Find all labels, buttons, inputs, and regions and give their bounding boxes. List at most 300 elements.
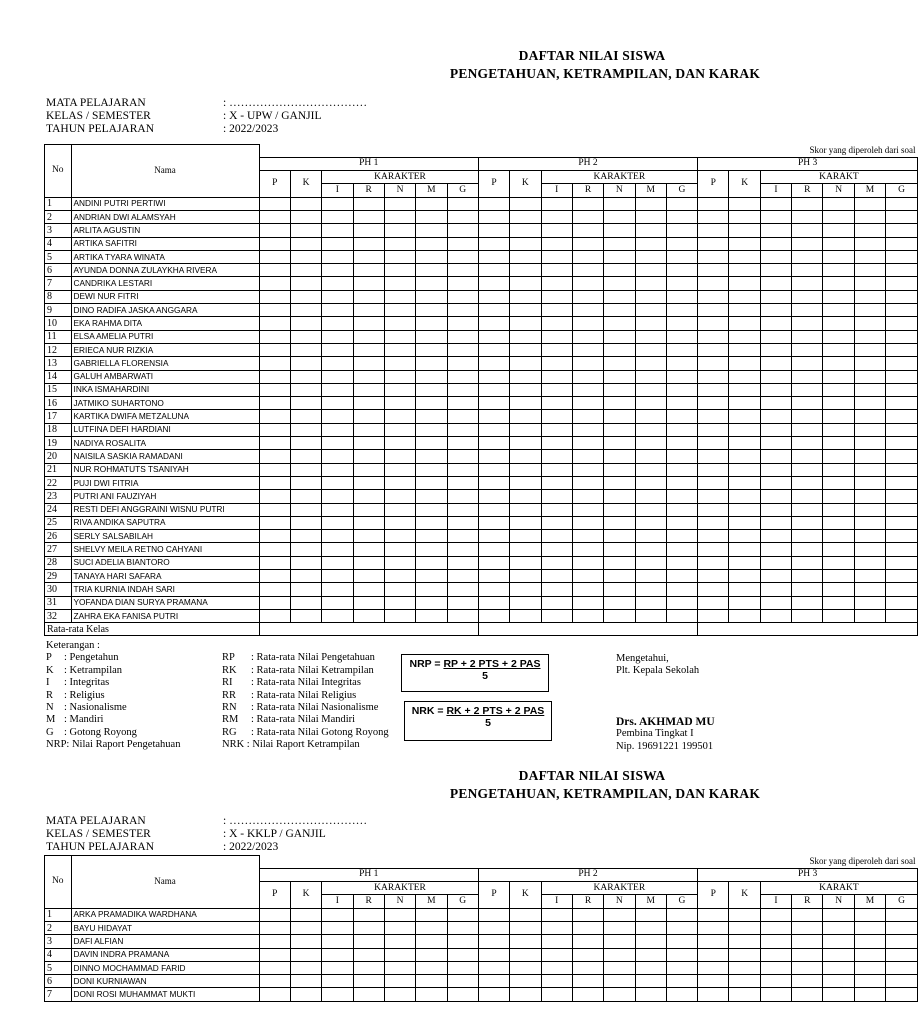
grade-cell[interactable] xyxy=(666,583,697,596)
grade-cell[interactable] xyxy=(572,210,603,223)
grade-cell[interactable] xyxy=(698,210,729,223)
grade-cell[interactable] xyxy=(823,503,854,516)
grade-cell[interactable] xyxy=(416,988,447,1001)
grade-cell[interactable] xyxy=(290,224,321,237)
grade-cell[interactable] xyxy=(698,988,729,1001)
grade-cell[interactable] xyxy=(478,304,509,317)
grade-cell[interactable] xyxy=(729,437,760,450)
grade-cell[interactable] xyxy=(510,961,541,974)
grade-cell[interactable] xyxy=(447,609,478,622)
grade-cell[interactable] xyxy=(541,370,572,383)
grade-cell[interactable] xyxy=(698,476,729,489)
grade-cell[interactable] xyxy=(353,250,384,263)
grade-cell[interactable] xyxy=(698,277,729,290)
grade-cell[interactable] xyxy=(604,330,635,343)
grade-cell[interactable] xyxy=(447,383,478,396)
grade-cell[interactable] xyxy=(854,948,885,961)
grade-cell[interactable] xyxy=(854,463,885,476)
grade-cell[interactable] xyxy=(290,988,321,1001)
grade-cell[interactable] xyxy=(635,250,666,263)
grade-cell[interactable] xyxy=(510,988,541,1001)
grade-cell[interactable] xyxy=(604,410,635,423)
grade-cell[interactable] xyxy=(259,570,290,583)
grade-cell[interactable] xyxy=(604,556,635,569)
grade-cell[interactable] xyxy=(510,516,541,529)
grade-cell[interactable] xyxy=(290,437,321,450)
grade-cell[interactable] xyxy=(572,397,603,410)
grade-cell[interactable] xyxy=(416,908,447,921)
grade-cell[interactable] xyxy=(760,543,791,556)
grade-cell[interactable] xyxy=(447,948,478,961)
grade-cell[interactable] xyxy=(572,516,603,529)
grade-cell[interactable] xyxy=(572,948,603,961)
grade-cell[interactable] xyxy=(666,476,697,489)
grade-cell[interactable] xyxy=(478,975,509,988)
grade-cell[interactable] xyxy=(886,463,918,476)
grade-cell[interactable] xyxy=(854,530,885,543)
grade-cell[interactable] xyxy=(510,450,541,463)
grade-cell[interactable] xyxy=(384,317,415,330)
grade-cell[interactable] xyxy=(541,410,572,423)
grade-cell[interactable] xyxy=(510,304,541,317)
grade-cell[interactable] xyxy=(604,609,635,622)
grade-cell[interactable] xyxy=(290,317,321,330)
grade-cell[interactable] xyxy=(729,463,760,476)
grade-cell[interactable] xyxy=(353,224,384,237)
grade-cell[interactable] xyxy=(729,210,760,223)
grade-cell[interactable] xyxy=(886,556,918,569)
grade-cell[interactable] xyxy=(854,237,885,250)
grade-cell[interactable] xyxy=(760,197,791,210)
grade-cell[interactable] xyxy=(729,948,760,961)
grade-cell[interactable] xyxy=(290,250,321,263)
grade-cell[interactable] xyxy=(760,304,791,317)
grade-cell[interactable] xyxy=(666,596,697,609)
grade-cell[interactable] xyxy=(572,357,603,370)
grade-cell[interactable] xyxy=(886,304,918,317)
grade-cell[interactable] xyxy=(353,410,384,423)
grade-cell[interactable] xyxy=(635,304,666,317)
grade-cell[interactable] xyxy=(666,410,697,423)
grade-cell[interactable] xyxy=(635,343,666,356)
grade-cell[interactable] xyxy=(760,330,791,343)
grade-cell[interactable] xyxy=(666,290,697,303)
grade-cell[interactable] xyxy=(510,397,541,410)
grade-cell[interactable] xyxy=(823,197,854,210)
grade-cell[interactable] xyxy=(666,304,697,317)
grade-cell[interactable] xyxy=(416,921,447,934)
grade-cell[interactable] xyxy=(416,516,447,529)
grade-cell[interactable] xyxy=(823,476,854,489)
grade-cell[interactable] xyxy=(760,370,791,383)
grade-cell[interactable] xyxy=(478,490,509,503)
grade-cell[interactable] xyxy=(541,516,572,529)
grade-cell[interactable] xyxy=(572,921,603,934)
grade-cell[interactable] xyxy=(416,570,447,583)
grade-cell[interactable] xyxy=(416,556,447,569)
grade-cell[interactable] xyxy=(729,450,760,463)
grade-cell[interactable] xyxy=(290,476,321,489)
grade-cell[interactable] xyxy=(666,237,697,250)
grade-cell[interactable] xyxy=(854,935,885,948)
grade-cell[interactable] xyxy=(510,596,541,609)
grade-cell[interactable] xyxy=(290,530,321,543)
grade-cell[interactable] xyxy=(604,437,635,450)
grade-cell[interactable] xyxy=(604,463,635,476)
grade-cell[interactable] xyxy=(635,948,666,961)
grade-cell[interactable] xyxy=(510,210,541,223)
grade-cell[interactable] xyxy=(792,264,823,277)
grade-cell[interactable] xyxy=(886,516,918,529)
grade-cell[interactable] xyxy=(792,437,823,450)
grade-cell[interactable] xyxy=(635,975,666,988)
grade-cell[interactable] xyxy=(478,948,509,961)
grade-cell[interactable] xyxy=(259,423,290,436)
grade-cell[interactable] xyxy=(290,516,321,529)
grade-cell[interactable] xyxy=(823,948,854,961)
grade-cell[interactable] xyxy=(290,370,321,383)
grade-cell[interactable] xyxy=(666,250,697,263)
grade-cell[interactable] xyxy=(792,988,823,1001)
grade-cell[interactable] xyxy=(510,948,541,961)
grade-cell[interactable] xyxy=(604,197,635,210)
grade-cell[interactable] xyxy=(384,450,415,463)
grade-cell[interactable] xyxy=(541,530,572,543)
grade-cell[interactable] xyxy=(854,988,885,1001)
grade-cell[interactable] xyxy=(792,237,823,250)
grade-cell[interactable] xyxy=(729,423,760,436)
grade-cell[interactable] xyxy=(447,463,478,476)
grade-cell[interactable] xyxy=(729,490,760,503)
grade-cell[interactable] xyxy=(259,583,290,596)
grade-cell[interactable] xyxy=(604,583,635,596)
grade-cell[interactable] xyxy=(635,197,666,210)
grade-cell[interactable] xyxy=(666,570,697,583)
grade-cell[interactable] xyxy=(416,530,447,543)
grade-cell[interactable] xyxy=(541,343,572,356)
grade-cell[interactable] xyxy=(572,596,603,609)
grade-cell[interactable] xyxy=(886,357,918,370)
grade-cell[interactable] xyxy=(353,290,384,303)
grade-cell[interactable] xyxy=(886,935,918,948)
grade-cell[interactable] xyxy=(478,370,509,383)
grade-cell[interactable] xyxy=(447,357,478,370)
grade-cell[interactable] xyxy=(478,556,509,569)
grade-cell[interactable] xyxy=(760,397,791,410)
grade-cell[interactable] xyxy=(698,197,729,210)
grade-cell[interactable] xyxy=(353,503,384,516)
grade-cell[interactable] xyxy=(792,210,823,223)
grade-cell[interactable] xyxy=(604,343,635,356)
grade-cell[interactable] xyxy=(353,304,384,317)
grade-cell[interactable] xyxy=(635,317,666,330)
grade-cell[interactable] xyxy=(478,908,509,921)
grade-cell[interactable] xyxy=(259,543,290,556)
grade-cell[interactable] xyxy=(604,317,635,330)
grade-cell[interactable] xyxy=(729,277,760,290)
grade-cell[interactable] xyxy=(698,609,729,622)
grade-cell[interactable] xyxy=(729,264,760,277)
grade-cell[interactable] xyxy=(322,570,353,583)
grade-cell[interactable] xyxy=(541,948,572,961)
grade-cell[interactable] xyxy=(854,343,885,356)
grade-cell[interactable] xyxy=(478,463,509,476)
grade-cell[interactable] xyxy=(541,556,572,569)
grade-cell[interactable] xyxy=(698,397,729,410)
grade-cell[interactable] xyxy=(886,543,918,556)
grade-cell[interactable] xyxy=(447,490,478,503)
grade-cell[interactable] xyxy=(635,210,666,223)
grade-cell[interactable] xyxy=(792,570,823,583)
grade-cell[interactable] xyxy=(854,596,885,609)
grade-cell[interactable] xyxy=(416,490,447,503)
grade-cell[interactable] xyxy=(666,975,697,988)
grade-cell[interactable] xyxy=(635,556,666,569)
grade-cell[interactable] xyxy=(729,237,760,250)
grade-cell[interactable] xyxy=(572,935,603,948)
grade-cell[interactable] xyxy=(447,450,478,463)
grade-cell[interactable] xyxy=(384,570,415,583)
grade-cell[interactable] xyxy=(416,609,447,622)
grade-cell[interactable] xyxy=(290,237,321,250)
grade-cell[interactable] xyxy=(416,330,447,343)
grade-cell[interactable] xyxy=(478,543,509,556)
grade-cell[interactable] xyxy=(322,921,353,934)
grade-cell[interactable] xyxy=(322,596,353,609)
grade-cell[interactable] xyxy=(510,490,541,503)
grade-cell[interactable] xyxy=(823,596,854,609)
grade-cell[interactable] xyxy=(322,543,353,556)
grade-cell[interactable] xyxy=(541,317,572,330)
grade-cell[interactable] xyxy=(447,908,478,921)
grade-cell[interactable] xyxy=(572,330,603,343)
grade-cell[interactable] xyxy=(760,250,791,263)
grade-cell[interactable] xyxy=(322,410,353,423)
grade-cell[interactable] xyxy=(478,423,509,436)
grade-cell[interactable] xyxy=(541,357,572,370)
grade-cell[interactable] xyxy=(416,197,447,210)
grade-cell[interactable] xyxy=(666,343,697,356)
grade-cell[interactable] xyxy=(290,304,321,317)
grade-cell[interactable] xyxy=(698,975,729,988)
grade-cell[interactable] xyxy=(666,921,697,934)
grade-cell[interactable] xyxy=(447,290,478,303)
grade-cell[interactable] xyxy=(635,609,666,622)
grade-cell[interactable] xyxy=(635,383,666,396)
grade-cell[interactable] xyxy=(854,609,885,622)
grade-cell[interactable] xyxy=(541,224,572,237)
grade-cell[interactable] xyxy=(322,397,353,410)
grade-cell[interactable] xyxy=(478,935,509,948)
grade-cell[interactable] xyxy=(604,423,635,436)
grade-cell[interactable] xyxy=(792,224,823,237)
grade-cell[interactable] xyxy=(322,224,353,237)
grade-cell[interactable] xyxy=(416,343,447,356)
grade-cell[interactable] xyxy=(416,237,447,250)
grade-cell[interactable] xyxy=(259,277,290,290)
grade-cell[interactable] xyxy=(447,237,478,250)
grade-cell[interactable] xyxy=(353,516,384,529)
grade-cell[interactable] xyxy=(760,383,791,396)
grade-cell[interactable] xyxy=(447,583,478,596)
grade-cell[interactable] xyxy=(322,948,353,961)
grade-cell[interactable] xyxy=(541,543,572,556)
grade-cell[interactable] xyxy=(572,988,603,1001)
grade-cell[interactable] xyxy=(698,908,729,921)
grade-cell[interactable] xyxy=(572,476,603,489)
grade-cell[interactable] xyxy=(854,224,885,237)
grade-cell[interactable] xyxy=(854,583,885,596)
grade-cell[interactable] xyxy=(604,250,635,263)
grade-cell[interactable] xyxy=(792,609,823,622)
grade-cell[interactable] xyxy=(259,383,290,396)
grade-cell[interactable] xyxy=(572,530,603,543)
grade-cell[interactable] xyxy=(666,516,697,529)
grade-cell[interactable] xyxy=(510,197,541,210)
grade-cell[interactable] xyxy=(823,210,854,223)
grade-cell[interactable] xyxy=(729,304,760,317)
grade-cell[interactable] xyxy=(290,277,321,290)
grade-cell[interactable] xyxy=(384,290,415,303)
grade-cell[interactable] xyxy=(729,290,760,303)
grade-cell[interactable] xyxy=(290,343,321,356)
grade-cell[interactable] xyxy=(384,530,415,543)
grade-cell[interactable] xyxy=(259,370,290,383)
grade-cell[interactable] xyxy=(823,450,854,463)
grade-cell[interactable] xyxy=(259,330,290,343)
grade-cell[interactable] xyxy=(760,948,791,961)
grade-cell[interactable] xyxy=(510,290,541,303)
grade-cell[interactable] xyxy=(478,357,509,370)
grade-cell[interactable] xyxy=(886,290,918,303)
grade-cell[interactable] xyxy=(635,583,666,596)
grade-cell[interactable] xyxy=(792,410,823,423)
grade-cell[interactable] xyxy=(886,908,918,921)
grade-cell[interactable] xyxy=(290,503,321,516)
grade-cell[interactable] xyxy=(290,556,321,569)
grade-cell[interactable] xyxy=(353,935,384,948)
grade-cell[interactable] xyxy=(416,596,447,609)
grade-cell[interactable] xyxy=(854,317,885,330)
grade-cell[interactable] xyxy=(447,516,478,529)
grade-cell[interactable] xyxy=(353,530,384,543)
average-cell[interactable] xyxy=(698,623,918,636)
grade-cell[interactable] xyxy=(792,330,823,343)
grade-cell[interactable] xyxy=(760,410,791,423)
grade-cell[interactable] xyxy=(290,197,321,210)
grade-cell[interactable] xyxy=(541,210,572,223)
grade-cell[interactable] xyxy=(259,975,290,988)
grade-cell[interactable] xyxy=(510,463,541,476)
grade-cell[interactable] xyxy=(729,935,760,948)
grade-cell[interactable] xyxy=(416,935,447,948)
grade-cell[interactable] xyxy=(729,410,760,423)
grade-cell[interactable] xyxy=(447,570,478,583)
grade-cell[interactable] xyxy=(698,921,729,934)
grade-cell[interactable] xyxy=(353,450,384,463)
grade-cell[interactable] xyxy=(760,476,791,489)
grade-cell[interactable] xyxy=(416,264,447,277)
grade-cell[interactable] xyxy=(604,975,635,988)
grade-cell[interactable] xyxy=(729,357,760,370)
grade-cell[interactable] xyxy=(886,397,918,410)
grade-cell[interactable] xyxy=(886,975,918,988)
grade-cell[interactable] xyxy=(259,908,290,921)
grade-cell[interactable] xyxy=(854,383,885,396)
grade-cell[interactable] xyxy=(478,961,509,974)
grade-cell[interactable] xyxy=(572,556,603,569)
grade-cell[interactable] xyxy=(384,277,415,290)
grade-cell[interactable] xyxy=(259,948,290,961)
grade-cell[interactable] xyxy=(322,961,353,974)
grade-cell[interactable] xyxy=(353,264,384,277)
grade-cell[interactable] xyxy=(384,935,415,948)
grade-cell[interactable] xyxy=(760,516,791,529)
grade-cell[interactable] xyxy=(572,583,603,596)
grade-cell[interactable] xyxy=(510,583,541,596)
grade-cell[interactable] xyxy=(792,503,823,516)
grade-cell[interactable] xyxy=(478,317,509,330)
grade-cell[interactable] xyxy=(729,556,760,569)
grade-cell[interactable] xyxy=(698,423,729,436)
grade-cell[interactable] xyxy=(447,264,478,277)
grade-cell[interactable] xyxy=(792,596,823,609)
grade-cell[interactable] xyxy=(384,516,415,529)
grade-cell[interactable] xyxy=(729,975,760,988)
grade-cell[interactable] xyxy=(478,237,509,250)
grade-cell[interactable] xyxy=(478,516,509,529)
grade-cell[interactable] xyxy=(886,948,918,961)
grade-cell[interactable] xyxy=(760,210,791,223)
grade-cell[interactable] xyxy=(760,596,791,609)
grade-cell[interactable] xyxy=(541,463,572,476)
grade-cell[interactable] xyxy=(290,463,321,476)
grade-cell[interactable] xyxy=(447,304,478,317)
grade-cell[interactable] xyxy=(666,437,697,450)
grade-cell[interactable] xyxy=(416,210,447,223)
grade-cell[interactable] xyxy=(322,609,353,622)
grade-cell[interactable] xyxy=(572,570,603,583)
grade-cell[interactable] xyxy=(854,961,885,974)
grade-cell[interactable] xyxy=(698,330,729,343)
grade-cell[interactable] xyxy=(886,988,918,1001)
grade-cell[interactable] xyxy=(447,437,478,450)
grade-cell[interactable] xyxy=(259,463,290,476)
grade-cell[interactable] xyxy=(854,921,885,934)
grade-cell[interactable] xyxy=(792,317,823,330)
grade-cell[interactable] xyxy=(353,277,384,290)
grade-cell[interactable] xyxy=(353,988,384,1001)
grade-cell[interactable] xyxy=(259,197,290,210)
grade-cell[interactable] xyxy=(760,530,791,543)
grade-cell[interactable] xyxy=(635,935,666,948)
grade-cell[interactable] xyxy=(541,609,572,622)
grade-cell[interactable] xyxy=(792,370,823,383)
grade-cell[interactable] xyxy=(886,343,918,356)
grade-cell[interactable] xyxy=(854,556,885,569)
grade-cell[interactable] xyxy=(760,921,791,934)
grade-cell[interactable] xyxy=(886,530,918,543)
grade-cell[interactable] xyxy=(760,975,791,988)
grade-cell[interactable] xyxy=(823,437,854,450)
grade-cell[interactable] xyxy=(823,516,854,529)
grade-cell[interactable] xyxy=(666,224,697,237)
grade-cell[interactable] xyxy=(353,423,384,436)
grade-cell[interactable] xyxy=(572,317,603,330)
grade-cell[interactable] xyxy=(416,437,447,450)
grade-cell[interactable] xyxy=(541,988,572,1001)
grade-cell[interactable] xyxy=(510,277,541,290)
